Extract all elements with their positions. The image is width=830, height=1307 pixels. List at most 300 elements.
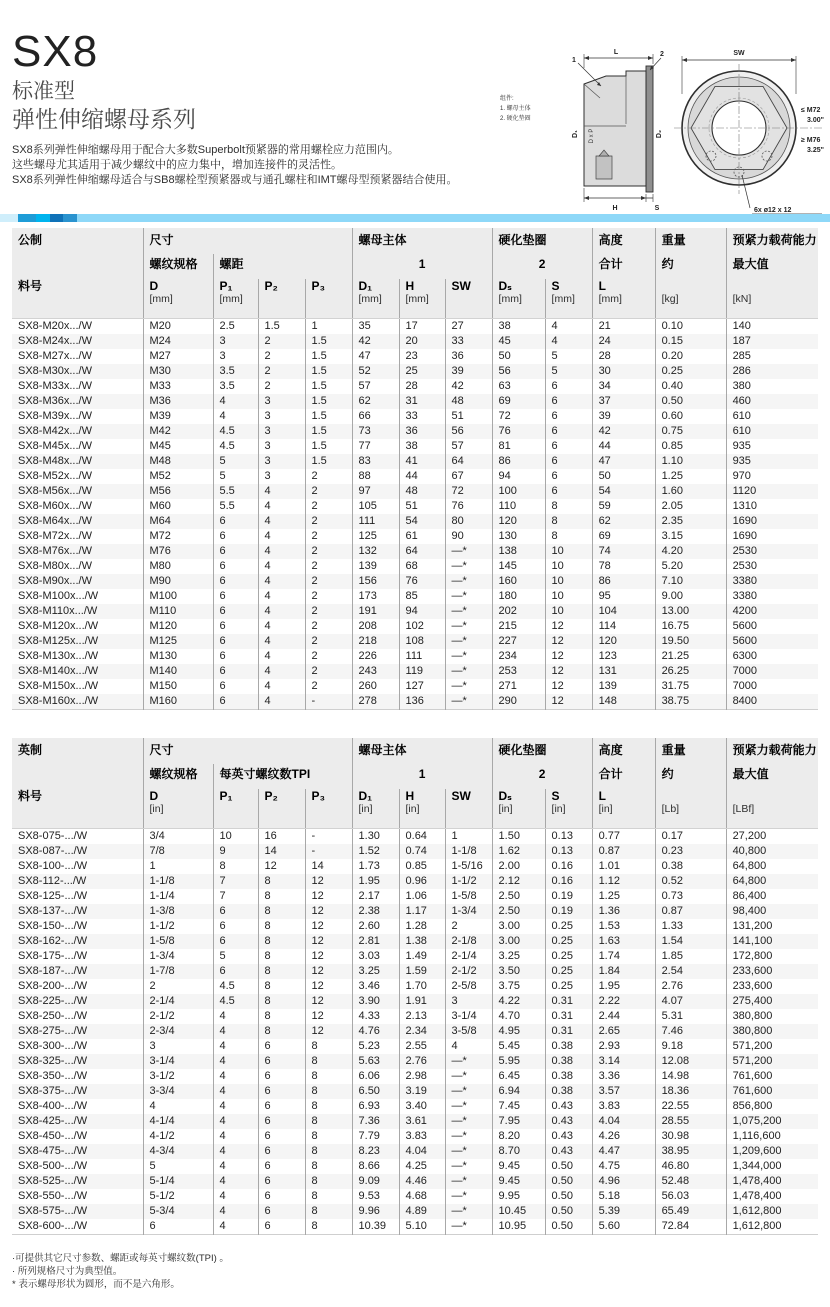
value-cell: 86 xyxy=(492,454,545,469)
value-cell: 12 xyxy=(305,1009,352,1024)
value-cell: 5.95 xyxy=(492,1054,545,1069)
value-cell: 80 xyxy=(445,514,492,529)
value-cell: 1-1/4 xyxy=(143,889,213,904)
value-cell: 1.33 xyxy=(655,919,726,934)
height-group-header: 高度 xyxy=(592,738,655,764)
value-cell: —* xyxy=(445,1069,492,1084)
value-cell: 4.33 xyxy=(352,1009,399,1024)
value-cell: 10 xyxy=(545,604,592,619)
value-cell: 1.95 xyxy=(352,874,399,889)
value-cell: 9.45 xyxy=(492,1174,545,1189)
value-cell: 1.85 xyxy=(655,949,726,964)
value-cell: 19.50 xyxy=(655,634,726,649)
value-cell: 4.20 xyxy=(655,544,726,559)
value-cell: 0.25 xyxy=(545,934,592,949)
table-row xyxy=(12,874,818,889)
value-cell: 208 xyxy=(352,619,399,634)
value-cell: —* xyxy=(445,1174,492,1189)
footnote-1: ·可提供其它尺寸参数、螺距或每英寸螺纹数(TPI) 。 xyxy=(12,1253,229,1264)
part-number-cell: SX8-525-.../W xyxy=(18,1175,88,1187)
dims-group-header: 尺寸 xyxy=(143,228,352,254)
table-row xyxy=(12,574,818,589)
value-cell: 1.5 xyxy=(305,334,352,349)
annotation-m76-inch: 3.25" xyxy=(807,147,824,154)
value-cell: 81 xyxy=(492,439,545,454)
annotation-m72: ≤ M72 xyxy=(801,107,821,114)
value-cell: 42 xyxy=(445,379,492,394)
value-cell: 127 xyxy=(399,679,445,694)
value-cell: 28 xyxy=(592,349,655,364)
value-cell: 10.39 xyxy=(352,1219,399,1235)
part-number-cell: SX8-150-.../W xyxy=(18,920,88,932)
part-number-cell: SX8-M80x.../W xyxy=(18,560,92,572)
value-cell: 172,800 xyxy=(726,949,818,964)
dim-DxP-label: D x P xyxy=(589,128,595,144)
table-row xyxy=(12,364,818,379)
value-cell: 100 xyxy=(492,484,545,499)
value-cell: 2 xyxy=(305,484,352,499)
value-cell: 4 xyxy=(258,694,305,710)
value-cell: 98,400 xyxy=(726,904,818,919)
value-cell: 12 xyxy=(305,874,352,889)
value-cell: 1.53 xyxy=(592,919,655,934)
table-row xyxy=(12,949,818,964)
value-cell: 16 xyxy=(258,829,305,845)
value-cell: 1.5 xyxy=(305,409,352,424)
value-cell: 226 xyxy=(352,649,399,664)
value-cell: 2 xyxy=(305,544,352,559)
value-cell: 8.23 xyxy=(352,1144,399,1159)
value-cell: 28 xyxy=(399,379,445,394)
value-cell: 2.00 xyxy=(492,859,545,874)
value-cell: 38 xyxy=(399,439,445,454)
table-row xyxy=(12,964,818,979)
value-cell: M130 xyxy=(143,649,213,664)
table-row xyxy=(12,829,818,845)
value-cell: 1.63 xyxy=(592,934,655,949)
dims-group-header: 尺寸 xyxy=(143,738,352,764)
value-cell: 2 xyxy=(305,559,352,574)
value-cell: 3380 xyxy=(726,574,818,589)
value-cell: 1.5 xyxy=(305,439,352,454)
value-cell: 8 xyxy=(545,514,592,529)
value-cell: 2 xyxy=(305,679,352,694)
value-cell: M48 xyxy=(143,454,213,469)
value-cell: 285 xyxy=(726,349,818,364)
page-subtitle-series: 弹性伸缩螺母系列 xyxy=(12,106,196,133)
value-cell: - xyxy=(305,829,352,845)
value-cell: 2 xyxy=(305,499,352,514)
value-cell: 12 xyxy=(545,679,592,694)
part-number-cell: SX8-375-.../W xyxy=(18,1085,88,1097)
table-row xyxy=(12,499,818,514)
value-cell: 4 xyxy=(213,1024,258,1039)
value-cell: 3.46 xyxy=(352,979,399,994)
value-cell: 4 xyxy=(258,484,305,499)
value-cell: 3/4 xyxy=(143,829,213,845)
table-row xyxy=(12,529,818,544)
preload-group-header: 预紧力载荷能力 xyxy=(726,228,818,254)
value-cell: 2 xyxy=(258,349,305,364)
value-cell: 8 xyxy=(258,934,305,949)
value-cell: 6 xyxy=(213,544,258,559)
value-cell: 4 xyxy=(213,1189,258,1204)
component-2-label: 2. 硬化垫圈 xyxy=(500,116,531,122)
table-row xyxy=(12,394,818,409)
dim-D2-label: D₂ xyxy=(656,129,663,139)
value-cell: 4 xyxy=(258,664,305,679)
value-cell: 610 xyxy=(726,424,818,439)
value-cell: 61 xyxy=(399,529,445,544)
value-cell: 104 xyxy=(592,604,655,619)
value-cell: 38.75 xyxy=(655,694,726,710)
value-cell: 4 xyxy=(213,409,258,424)
table-row xyxy=(12,1099,818,1114)
column-header: D [mm] xyxy=(143,279,213,319)
value-cell: 86,400 xyxy=(726,889,818,904)
table-row xyxy=(12,559,818,574)
part-number-cell: SX8-350-.../W xyxy=(18,1070,88,1082)
value-cell: —* xyxy=(445,1099,492,1114)
value-cell: 1-3/4 xyxy=(143,949,213,964)
value-cell: 761,600 xyxy=(726,1084,818,1099)
column-header: P₁ [mm] xyxy=(213,279,258,319)
value-cell: 56 xyxy=(445,424,492,439)
value-cell: 8 xyxy=(305,1039,352,1054)
value-cell: 31 xyxy=(399,394,445,409)
value-cell: 12 xyxy=(545,619,592,634)
value-cell: 3 xyxy=(258,439,305,454)
column-header: P₃ xyxy=(305,789,352,829)
value-cell: 35 xyxy=(352,319,399,335)
value-cell: 139 xyxy=(592,679,655,694)
value-cell: 110 xyxy=(492,499,545,514)
value-cell: 22.55 xyxy=(655,1099,726,1114)
value-cell: 3 xyxy=(258,469,305,484)
value-cell: 8 xyxy=(258,919,305,934)
value-cell: 0.64 xyxy=(399,829,445,845)
value-cell: 1.91 xyxy=(399,994,445,1009)
value-cell: 18.36 xyxy=(655,1084,726,1099)
intro-line-1: SX8系列弹性伸缩螺母用于配合大多数Superbolt预紧器的常用螺栓应力范围内。 xyxy=(12,143,399,156)
part-number-cell: SX8-M140x.../W xyxy=(18,665,99,677)
table-row xyxy=(12,994,818,1009)
value-cell: 4-1/4 xyxy=(143,1114,213,1129)
value-cell: M52 xyxy=(143,469,213,484)
value-cell: 3.15 xyxy=(655,529,726,544)
value-cell: 94 xyxy=(492,469,545,484)
value-cell: 5.63 xyxy=(352,1054,399,1069)
value-cell: M125 xyxy=(143,634,213,649)
part-number-cell: SX8-M48x.../W xyxy=(18,455,92,467)
value-cell: 6.06 xyxy=(352,1069,399,1084)
table-row xyxy=(12,1114,818,1129)
value-cell: 191 xyxy=(352,604,399,619)
value-cell: 2530 xyxy=(726,544,818,559)
value-cell: 0.43 xyxy=(545,1129,592,1144)
value-cell: 68 xyxy=(399,559,445,574)
value-cell: —* xyxy=(445,1159,492,1174)
table-row xyxy=(12,1159,818,1174)
value-cell: 3 xyxy=(258,409,305,424)
part-number-cell: SX8-M52x.../W xyxy=(18,470,92,482)
table-row xyxy=(12,1204,818,1219)
value-cell: 233,600 xyxy=(726,979,818,994)
value-cell: 6 xyxy=(213,934,258,949)
value-cell: 6 xyxy=(213,514,258,529)
value-cell: 8 xyxy=(305,1129,352,1144)
value-cell: 12 xyxy=(545,664,592,679)
value-cell: M72 xyxy=(143,529,213,544)
column-header: [kg] xyxy=(655,279,726,319)
value-cell: 0.38 xyxy=(545,1054,592,1069)
value-cell: 1-1/2 xyxy=(445,874,492,889)
value-cell: 935 xyxy=(726,454,818,469)
value-cell: 6 xyxy=(258,1099,305,1114)
value-cell: 1-7/8 xyxy=(143,964,213,979)
value-cell: 3380 xyxy=(726,589,818,604)
value-cell: 4.5 xyxy=(213,994,258,1009)
value-cell: 1-5/8 xyxy=(143,934,213,949)
value-cell: 8 xyxy=(545,529,592,544)
table-row xyxy=(12,844,818,859)
value-cell: 6.94 xyxy=(492,1084,545,1099)
value-cell: 0.85 xyxy=(399,859,445,874)
value-cell: 275,400 xyxy=(726,994,818,1009)
value-cell: 4 xyxy=(213,1174,258,1189)
value-cell: 1.84 xyxy=(592,964,655,979)
value-cell: 0.25 xyxy=(655,364,726,379)
value-cell: 47 xyxy=(592,454,655,469)
value-cell: 6 xyxy=(258,1144,305,1159)
value-cell: 3.61 xyxy=(399,1114,445,1129)
value-cell: 0.75 xyxy=(655,424,726,439)
value-cell: 0.50 xyxy=(545,1174,592,1189)
part-number-cell: SX8-112-.../W xyxy=(18,875,87,887)
value-cell: 4.47 xyxy=(592,1144,655,1159)
value-cell: 54 xyxy=(592,484,655,499)
value-cell: 253 xyxy=(492,664,545,679)
value-cell: M27 xyxy=(143,349,213,364)
washer-group-header: 硬化垫圈 xyxy=(492,228,592,254)
value-cell: 5.5 xyxy=(213,484,258,499)
value-cell: 3 xyxy=(258,454,305,469)
value-cell: 1.5 xyxy=(305,454,352,469)
value-cell: 7 xyxy=(213,874,258,889)
value-cell: 52.48 xyxy=(655,1174,726,1189)
value-cell: 27,200 xyxy=(726,829,818,845)
value-cell: 45 xyxy=(492,334,545,349)
value-cell: 1,075,200 xyxy=(726,1114,818,1129)
value-cell: 10 xyxy=(545,589,592,604)
part-number-cell: SX8-075-.../W xyxy=(18,830,88,842)
value-cell: 4 xyxy=(545,334,592,349)
value-cell: 3 xyxy=(258,394,305,409)
value-cell: 65.49 xyxy=(655,1204,726,1219)
value-cell: 0.16 xyxy=(545,859,592,874)
value-cell: 7.45 xyxy=(492,1099,545,1114)
value-cell: 2 xyxy=(305,619,352,634)
table-row xyxy=(12,544,818,559)
value-cell: 8 xyxy=(258,964,305,979)
value-cell: 21.25 xyxy=(655,649,726,664)
table-row xyxy=(12,619,818,634)
value-cell: 95 xyxy=(592,589,655,604)
washer-group-header: 硬化垫圈 xyxy=(492,738,592,764)
value-cell: 6 xyxy=(258,1174,305,1189)
value-cell: 111 xyxy=(399,649,445,664)
value-cell: 1.60 xyxy=(655,484,726,499)
divider-segment xyxy=(0,214,18,222)
value-cell: 1.5 xyxy=(305,349,352,364)
value-cell: 2.55 xyxy=(399,1039,445,1054)
value-cell: 6 xyxy=(258,1114,305,1129)
part-number-cell: SX8-300-.../W xyxy=(18,1040,88,1052)
value-cell: 4.5 xyxy=(213,979,258,994)
value-cell: 1.95 xyxy=(592,979,655,994)
value-cell: 0.85 xyxy=(655,439,726,454)
value-cell: 7/8 xyxy=(143,844,213,859)
value-cell: 5.10 xyxy=(399,1219,445,1235)
part-number-cell: SX8-M27x.../W xyxy=(18,350,92,362)
value-cell: 215 xyxy=(492,619,545,634)
value-cell: 1,478,400 xyxy=(726,1189,818,1204)
table-row xyxy=(12,1129,818,1144)
value-cell: 0.43 xyxy=(545,1114,592,1129)
value-cell: 1.54 xyxy=(655,934,726,949)
column-header: [Lb] xyxy=(655,789,726,829)
value-cell: 761,600 xyxy=(726,1069,818,1084)
column-header: S [in] xyxy=(545,789,592,829)
value-cell: 33 xyxy=(399,409,445,424)
value-cell: 2-3/4 xyxy=(143,1024,213,1039)
part-number-cell: SX8-275-.../W xyxy=(18,1025,88,1037)
value-cell: 6.45 xyxy=(492,1069,545,1084)
value-cell: 6 xyxy=(258,1054,305,1069)
value-cell: 3-5/8 xyxy=(445,1024,492,1039)
value-cell: 6 xyxy=(213,964,258,979)
value-cell: 271 xyxy=(492,679,545,694)
value-cell: 4 xyxy=(213,1159,258,1174)
value-cell: 290 xyxy=(492,694,545,710)
table-row xyxy=(12,589,818,604)
value-cell: 5.45 xyxy=(492,1039,545,1054)
components-label: 组件: xyxy=(500,96,514,102)
section-divider-bar xyxy=(0,214,830,222)
value-cell: 62 xyxy=(592,514,655,529)
value-cell: —* xyxy=(445,649,492,664)
value-cell: 4 xyxy=(213,1009,258,1024)
value-cell: 120 xyxy=(592,634,655,649)
value-cell: 8 xyxy=(305,1084,352,1099)
value-cell: 4.26 xyxy=(592,1129,655,1144)
value-cell: 0.50 xyxy=(545,1189,592,1204)
value-cell: 6 xyxy=(213,679,258,694)
value-cell: 145 xyxy=(492,559,545,574)
imperial-table xyxy=(12,738,818,1235)
column-header: [LBf] xyxy=(726,789,818,829)
value-cell: 8 xyxy=(213,859,258,874)
value-cell: 2.17 xyxy=(352,889,399,904)
value-cell: 4 xyxy=(213,1204,258,1219)
table-row xyxy=(12,1189,818,1204)
value-cell: 59 xyxy=(592,499,655,514)
value-cell: 0.31 xyxy=(545,994,592,1009)
footnotes xyxy=(12,1252,229,1291)
value-cell: 0.10 xyxy=(655,319,726,335)
value-cell: 23 xyxy=(399,349,445,364)
value-cell: 0.13 xyxy=(545,844,592,859)
value-cell: 1 xyxy=(305,319,352,335)
value-cell: 4.89 xyxy=(399,1204,445,1219)
column-header: D [in] xyxy=(143,789,213,829)
value-cell: 0.38 xyxy=(545,1084,592,1099)
value-cell: 74 xyxy=(592,544,655,559)
value-cell: 4 xyxy=(258,604,305,619)
value-cell: 1-5/16 xyxy=(445,859,492,874)
value-cell: 0.60 xyxy=(655,409,726,424)
part-number-cell: SX8-M30x.../W xyxy=(18,365,92,377)
weight-approx-header: 约 xyxy=(655,764,726,789)
value-cell: 3.00 xyxy=(492,934,545,949)
value-cell: 97 xyxy=(352,484,399,499)
value-cell: 2.50 xyxy=(492,904,545,919)
value-cell: 67 xyxy=(445,469,492,484)
value-cell: 2-5/8 xyxy=(445,979,492,994)
divider-segment xyxy=(63,214,77,222)
column-header: L [mm] xyxy=(592,279,655,319)
page-subtitle-type: 标准型 xyxy=(12,80,75,103)
value-cell: 5 xyxy=(545,364,592,379)
value-cell: 40,800 xyxy=(726,844,818,859)
value-cell: 102 xyxy=(399,619,445,634)
value-cell: 5600 xyxy=(726,619,818,634)
value-cell: 4 xyxy=(213,1084,258,1099)
value-cell: 1.30 xyxy=(352,829,399,845)
value-cell: 25 xyxy=(399,364,445,379)
table-row xyxy=(12,694,818,710)
value-cell: 1,612,800 xyxy=(726,1204,818,1219)
value-cell: 2 xyxy=(258,334,305,349)
part-number-cell: SX8-137-.../W xyxy=(18,905,88,917)
value-cell: 1120 xyxy=(726,484,818,499)
value-cell: —* xyxy=(445,1189,492,1204)
value-cell: 0.38 xyxy=(545,1069,592,1084)
value-cell: 2 xyxy=(305,514,352,529)
value-cell: 2 xyxy=(305,469,352,484)
table-row xyxy=(12,919,818,934)
value-cell: —* xyxy=(445,544,492,559)
value-cell: 5.5 xyxy=(213,499,258,514)
value-cell: 1.36 xyxy=(592,904,655,919)
value-cell: 130 xyxy=(492,529,545,544)
body-group-header: 螺母主体 xyxy=(352,228,492,254)
value-cell: 33 xyxy=(445,334,492,349)
value-cell: 10 xyxy=(545,574,592,589)
value-cell: 8 xyxy=(258,949,305,964)
value-cell: 3.25 xyxy=(492,949,545,964)
value-cell: 5 xyxy=(213,469,258,484)
value-cell: 78 xyxy=(592,559,655,574)
value-cell: 1.73 xyxy=(352,859,399,874)
value-cell: 3.40 xyxy=(399,1099,445,1114)
value-cell: 2.98 xyxy=(399,1069,445,1084)
value-cell: 88 xyxy=(352,469,399,484)
value-cell: 4.5 xyxy=(213,439,258,454)
value-cell: M64 xyxy=(143,514,213,529)
thread-spec-header: 螺纹规格 xyxy=(143,254,213,279)
table-row xyxy=(12,649,818,664)
